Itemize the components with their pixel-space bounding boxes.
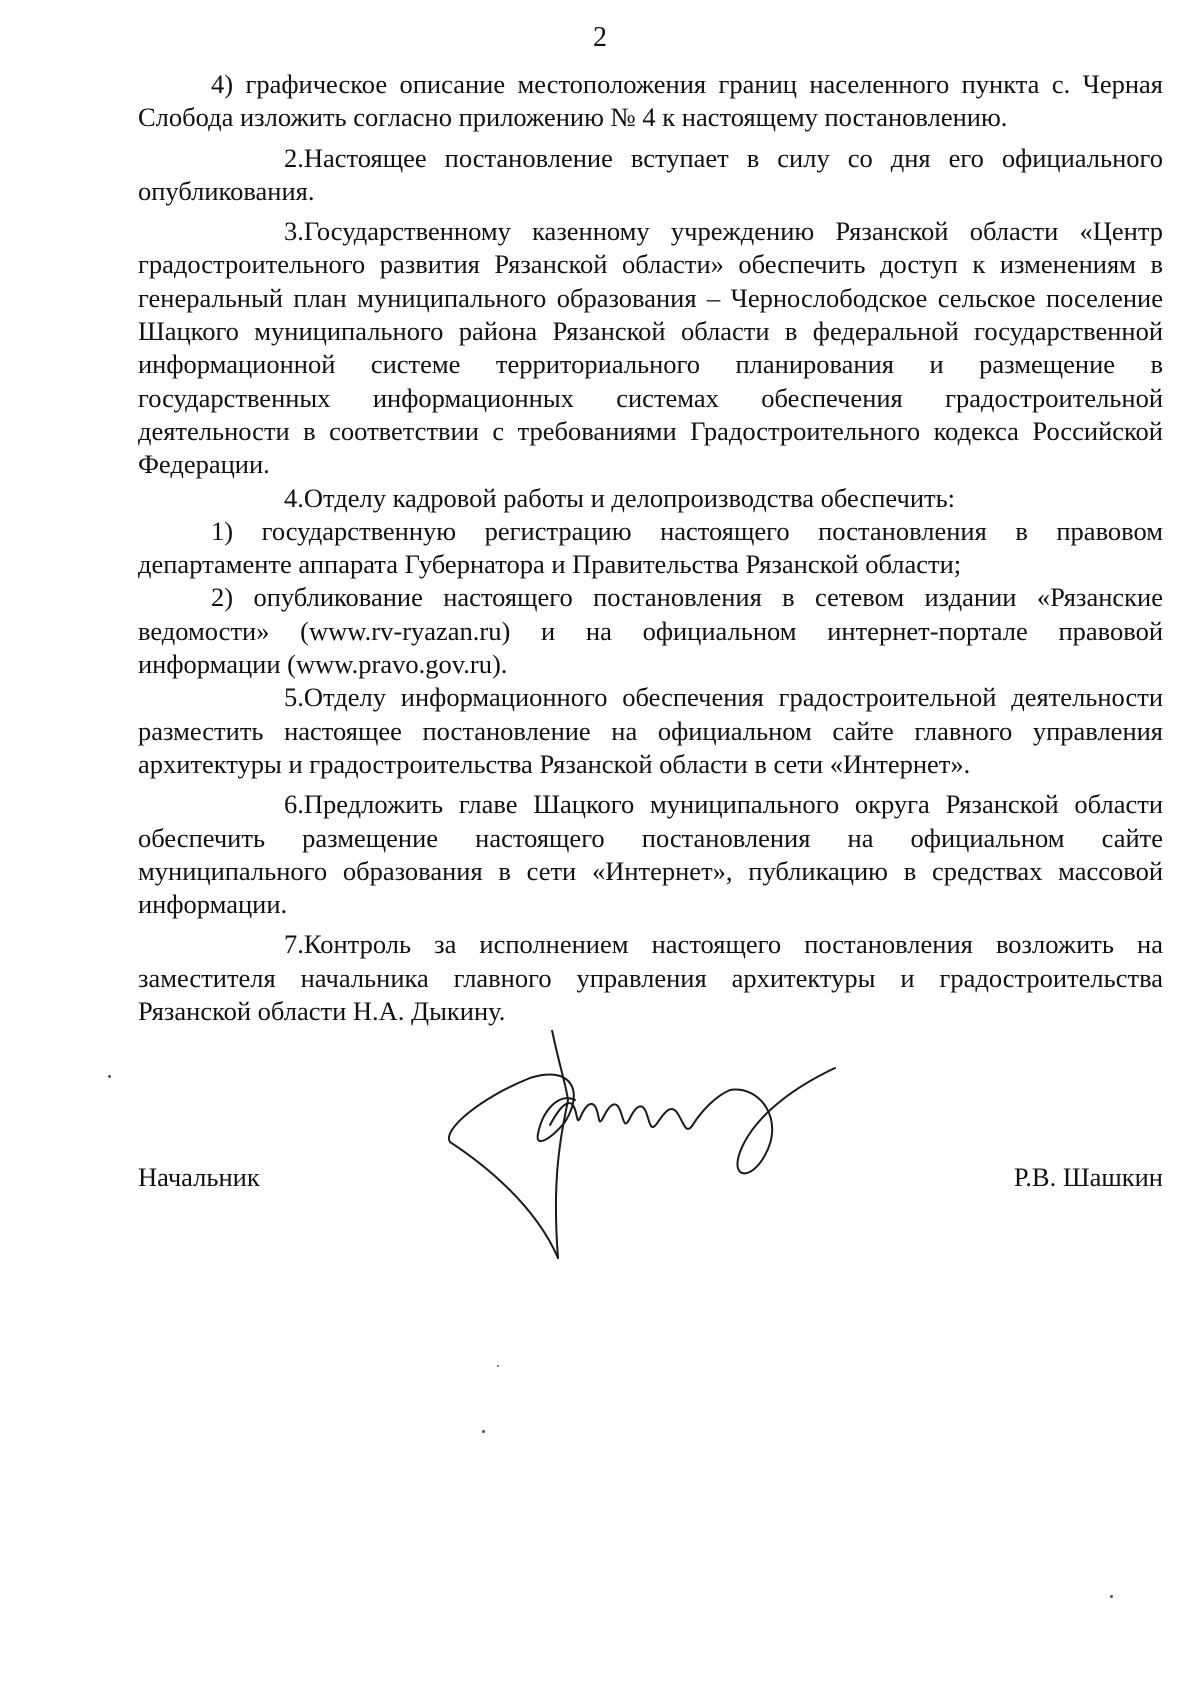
item-4-number: 4. <box>284 482 304 513</box>
paragraph-graphic-description: 4) графическое описание местоположения границ населенного пункта с. Черная Слобода изложить согласно приложению № 4 к настоящему постановлению. <box>138 69 1163 133</box>
paragraph-gap <box>138 208 1163 215</box>
scan-speck <box>482 1430 485 1433</box>
item-3-text: Государственному казенному учреждению Рязанской области «Центр градостроительного развития Рязанской области» обеспечить доступ к изменениям в генеральный план муниципального образования – Чернослободское сельское поселение Шацкого муниципального района Рязанской области в федеральной государственной информационной системе территориального планирования и размещение в государственных информационных системах обеспечения градостроительной деятельности в соответствии с требованиями Градостроительного кодекса Российской Федерации. <box>138 216 1163 480</box>
item-5-text: Отделу информационного обеспечения градостроительной деятельности разместить настоящее постановление на официальном сайте главного управления архитектуры и градостроительства Рязанской области в сети «Интернет». <box>138 682 1163 779</box>
item-5 <box>138 681 1163 781</box>
item-7-text: Контроль за исполнением настоящего постановления возложить на заместителя начальника главного управления архитектуры и градостроительства Рязанской области Н.А. Дыкину. <box>138 929 1163 1027</box>
item-5-number: 5. <box>284 682 304 713</box>
item-4-text: Отделу кадровой работы и делопроизводства обеспечить: <box>303 482 956 513</box>
document-body <box>138 68 1163 1028</box>
scan-speck <box>497 1365 499 1367</box>
signatory-name: Р.В. Шашкин <box>1013 1162 1163 1192</box>
signature-block <box>138 1160 1163 1200</box>
item-2-text: Настоящее постановление вступает в силу со дня его официального опубликования. <box>138 142 1163 206</box>
item-2 <box>138 142 1163 209</box>
item-4-subitem-2: 2) опубликование настоящего постановления в сетевом издании «Рязанские ведомости» (www.rv-ryazan.ru) и на официальном интернет-портале правовой информации (www.pravo.gov.ru). <box>138 582 1163 680</box>
scan-speck <box>1110 1595 1113 1598</box>
item-6 <box>138 788 1163 921</box>
item-3-number: 3. <box>284 216 304 247</box>
paragraph-gap <box>138 781 1163 788</box>
paragraph-gap <box>138 135 1163 142</box>
item-4-subitem-1: 1) государственную регистрацию настоящего постановления в правовом департаменте аппарата Губернатора и Правительства Рязанской области; <box>138 515 1163 580</box>
item-6-text: Предложить главе Шацкого муниципального округа Рязанской области обеспечить размещение настоящего постановления на официальном сайте муниципального образования в сети «Интернет», публикацию в средствах массовой информации. <box>138 789 1163 920</box>
scan-speck <box>108 1075 111 1078</box>
item-6-number: 6. <box>284 789 304 820</box>
item-7-number: 7. <box>284 929 304 960</box>
item-7 <box>138 928 1163 1028</box>
signatory-position: Начальник <box>138 1162 260 1192</box>
item-2-number: 2. <box>284 142 304 173</box>
page-number: 2 <box>593 22 607 53</box>
item-4 <box>138 482 1163 515</box>
paragraph-gap <box>138 921 1163 928</box>
item-3 <box>138 215 1163 481</box>
